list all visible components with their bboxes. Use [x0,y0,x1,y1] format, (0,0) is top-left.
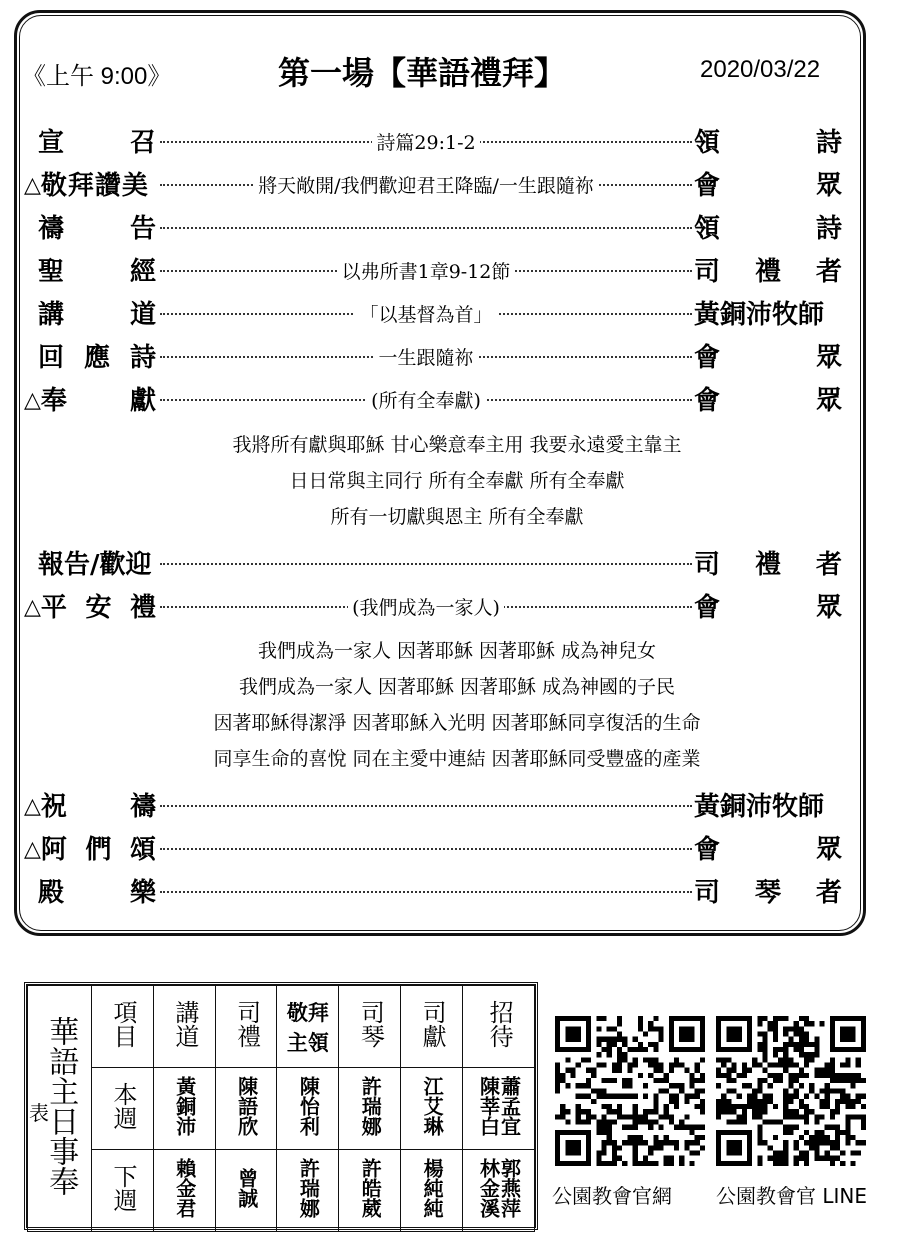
leader-dots [160,227,692,229]
qr-caption-website: 公園教會官網 [552,1184,672,1208]
triangle-mark: △ [24,173,41,198]
lyric-line: 我們成為一家人 因著耶穌 因著耶穌 成為神兒女 [257,640,657,662]
duty-week-label: 本週 [92,1068,154,1150]
service-date: 2020/03/22 [700,56,821,83]
duty-cell: 許皓葳 [339,1150,401,1232]
duty-header: 司琴 [339,986,401,1068]
duty-header: 項目 [92,986,154,1068]
order-row [24,833,842,867]
duty-header: 司禮 [215,986,277,1068]
duty-table [24,982,538,1230]
duty-header: 敬拜 主領 [277,986,339,1068]
triangle-mark: △ [24,794,41,819]
order-item-label: 講 道 [38,300,156,330]
duty-cell: 許瑞娜 [339,1068,401,1150]
duty-cell: 楊純純 [401,1150,463,1232]
order-item-label: 宣 召 [38,128,156,158]
order-item-detail: 以弗所書1章9-12節 [160,257,692,287]
order-item-label: 禱 告 [38,214,156,244]
order-row [24,212,842,246]
order-item-responsible: 領 詩 [694,128,842,158]
order-item-detail: (所有全奉獻) [160,386,692,416]
order-row [24,384,842,418]
order-item-responsible: 黃銅沛牧師 [694,792,825,822]
duty-row-next-week [28,1150,535,1232]
duty-header: 招待 [463,986,535,1068]
order-item-responsible: 會 眾 [694,171,842,201]
qr-code-icon[interactable] [716,1016,866,1166]
order-row [24,876,842,910]
duty-header: 司獻 [401,986,463,1068]
triangle-mark: △ [24,388,41,413]
duty-cell: 黃銅沛 [153,1068,215,1150]
order-item-responsible: 司 禮 者 [694,257,842,287]
duty-cell: 許瑞娜 [277,1150,339,1232]
duty-row-this-week [28,1068,535,1150]
order-row [24,548,842,582]
order-item-label: △ 祝 禱 [24,792,156,822]
order-item-responsible: 會 眾 [694,343,842,373]
order-row [24,255,842,289]
lyric-line: 同享生命的喜悅 同在主愛中連結 因著耶穌同受豐盛的產業 [213,748,701,770]
duty-cell: 陳怡利 [277,1068,339,1150]
leader-dots [160,848,692,850]
order-item-label: △ 奉 獻 [24,386,156,416]
order-item-responsible: 會 眾 [694,386,842,416]
duty-cell: 江艾琳 [401,1068,463,1150]
order-item-label: 聖 經 [38,257,156,287]
duty-side-mark: 表 [29,1101,49,1125]
leader-dots [160,891,692,893]
order-row [24,126,842,160]
service-time: 《上午 9:00》 [22,63,172,90]
order-item-detail: 一生跟隨祢 [160,343,692,373]
order-item-label: △ 敬拜讚美 [24,171,149,201]
order-item-detail: 詩篇29:1-2 [160,128,692,158]
order-row [24,790,842,824]
order-item-label: 報告/歡迎 [38,550,152,580]
duty-header: 講道 [153,986,215,1068]
lyric-line: 所有一切獻與恩主 所有全奉獻 [330,506,584,528]
lyric-line: 我們成為一家人 因著耶穌 因著耶穌 成為神國的子民 [238,676,676,698]
duty-week-label: 下週 [92,1150,154,1232]
duty-cell: 林金溪郭燕萍 [463,1150,535,1232]
order-item-responsible: 會 眾 [694,593,842,623]
triangle-mark: △ [24,595,41,620]
order-item-label: 回 應 詩 [38,343,156,373]
qr-caption-line: 公園教會官 LINE [716,1184,867,1208]
duty-cell: 陳莘白蕭孟宜 [463,1068,535,1150]
lyric-line: 日日常與主同行 所有全奉獻 所有全奉獻 [289,470,625,492]
order-item-label: △ 阿 們 頌 [24,835,156,865]
duty-cell: 曾誠 [215,1150,277,1232]
leader-dots [160,563,692,565]
order-row [24,341,842,375]
triangle-mark: △ [24,837,41,862]
service-title: 第一場【華語禮拜】 [278,54,567,92]
duty-cell: 陳語欣 [215,1068,277,1150]
leader-dots [160,805,692,807]
order-item-responsible: 司 禮 者 [694,550,842,580]
lyric-line: 我將所有獻與耶穌 甘心樂意奉主用 我要永遠愛主靠主 [232,434,682,456]
order-item-responsible: 會 眾 [694,835,842,865]
order-item-responsible: 黃銅沛牧師 [694,300,825,330]
order-row [24,169,842,203]
order-row [24,591,842,625]
order-item-detail: 「以基督為首」 [160,300,692,330]
order-item-detail: (我們成為一家人) [160,593,692,623]
order-item-responsible: 司 琴 者 [694,878,842,908]
order-item-responsible: 領 詩 [694,214,842,244]
order-item-label: △ 平 安 禮 [24,593,156,623]
order-item-detail: 將天敞開/我們歡迎君王降臨/一生跟隨祢 [160,171,692,201]
duty-cell: 賴金君 [153,1150,215,1232]
order-item-label: 殿 樂 [38,878,156,908]
lyric-line: 因著耶穌得潔淨 因著耶穌入光明 因著耶穌同享復活的生命 [213,712,701,734]
qr-code-icon[interactable] [555,1016,705,1166]
duty-table-side-title: 華語主日事奉 [28,986,92,1232]
order-row [24,298,842,332]
